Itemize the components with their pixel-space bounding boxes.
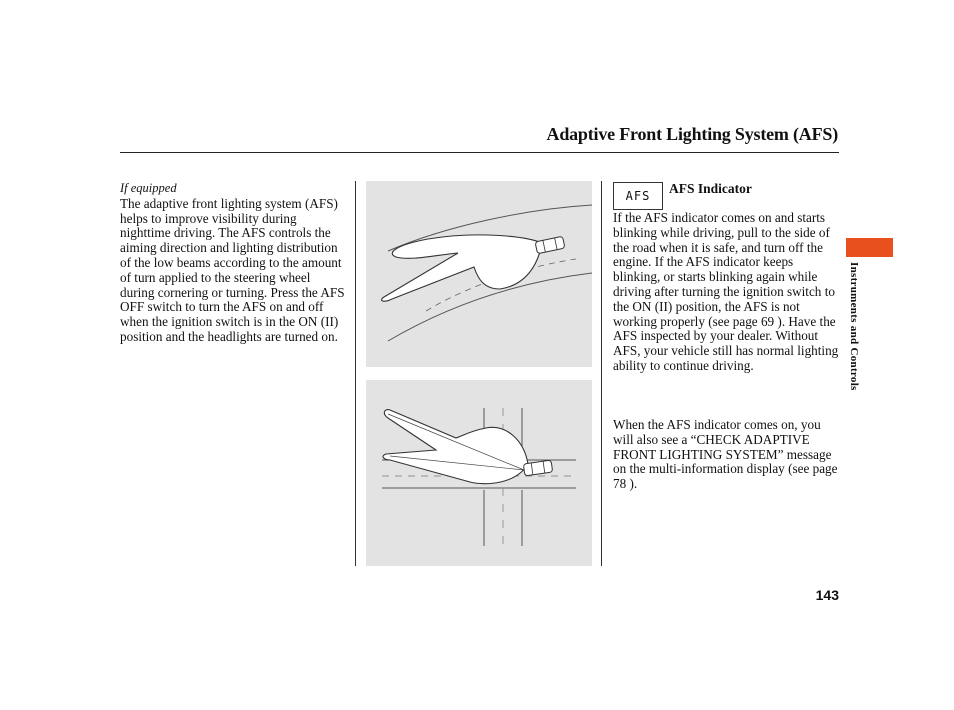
afs-indicator-icon: AFS [613, 182, 663, 210]
column-divider-right [601, 181, 602, 566]
intro-text: The adaptive front lighting system (AFS) helps to improve visibility during nighttime driving. The AFS controls the aiming direction and lighting distribution of the low beams according to the amount of turn applied to the steering wheel during cornering or turning. Press the AFS OFF switch to turn the AFS on and off when the ignition switch is in the ON (II) position and the headlights are turned on. [120, 195, 345, 344]
car-icon [535, 236, 565, 254]
page-number: 143 [815, 587, 839, 603]
indicator-paragraph-1: If the AFS indicator comes on and starts blinking while driving, pull to the side of the road when it is safe, and turn off the engine. If the AFS indicator keeps blinking, or starts blinking again while driving after turning the ignition switch to the ON (II) position, the AFS is not working properly (see page 69 ). Have the AFS inspected by your dealer. Without AFS, your vehicle still has normal lighting ability to continue driving. [613, 210, 839, 373]
section-label: Instruments and Controls [848, 262, 860, 391]
page-title: Adaptive Front Lighting System (AFS) [546, 124, 838, 144]
equipped-note: If equipped [120, 181, 177, 195]
section-tab [846, 238, 893, 257]
afs-indicator-heading: AFS Indicator [669, 181, 752, 196]
curve-beam-illustration [366, 181, 592, 367]
indicator-paragraph-2: When the AFS indicator comes on, you will also see a “CHECK ADAPTIVE FRONT LIGHTING SYSTEM” message on the multi-information display (see page 78 ). [613, 417, 838, 492]
intersection-beam-illustration [366, 380, 592, 566]
intro-column [120, 181, 348, 345]
header-rule [120, 152, 839, 153]
column-divider-left [355, 181, 356, 566]
